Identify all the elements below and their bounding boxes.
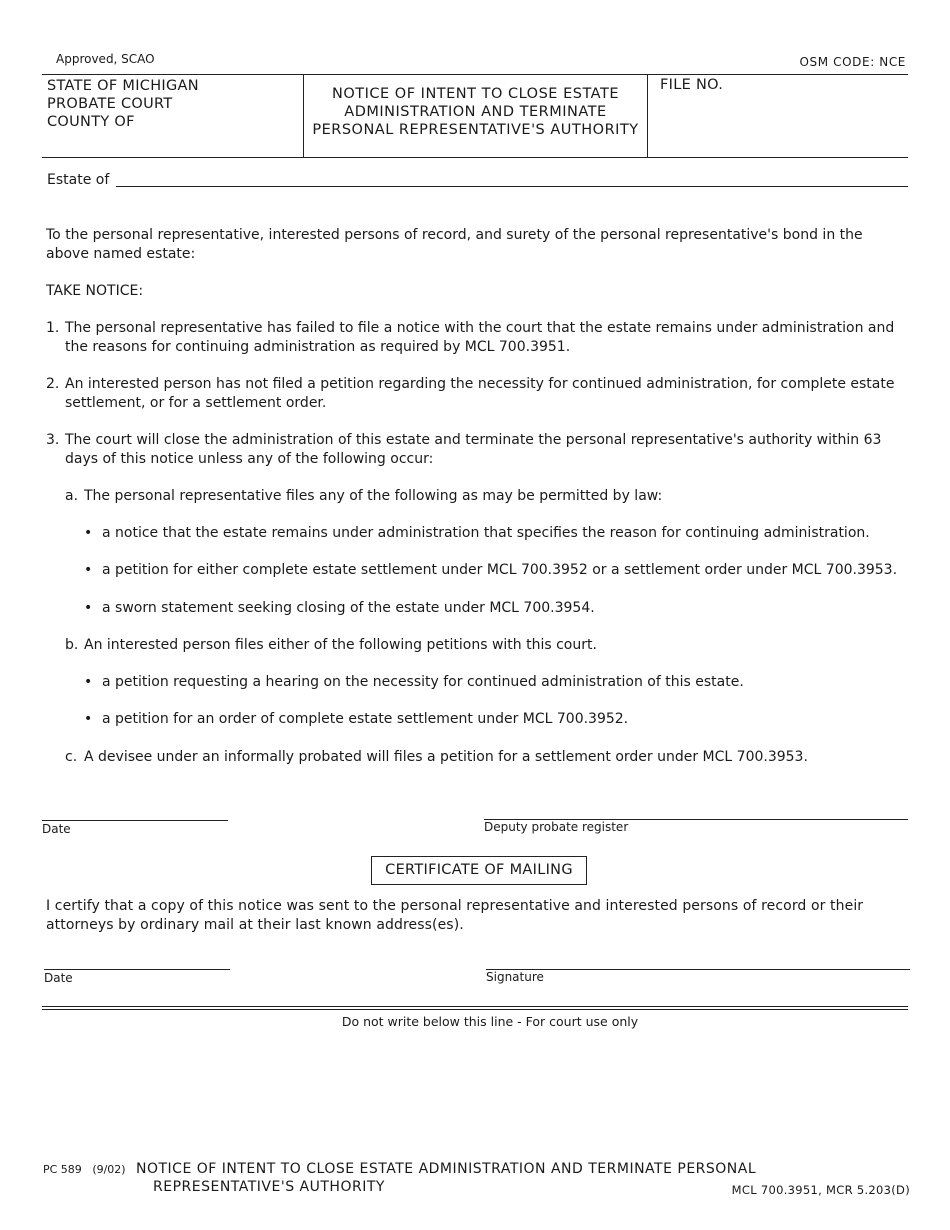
list-item: • a petition for an order of complete estate settlement under MCL 700.3952. bbox=[84, 711, 629, 727]
date-line bbox=[42, 820, 228, 821]
court-state: STATE OF MICHIGAN bbox=[47, 78, 199, 94]
file-no-label: FILE NO. bbox=[660, 77, 724, 93]
list-item: • a notice that the estate remains under administration that specifies the reason for continuing administration. bbox=[84, 525, 870, 541]
sub-item-b: b. An interested person files either of the following petitions with this court. bbox=[65, 637, 597, 653]
list-item: • a sworn statement seeking closing of the estate under MCL 700.3954. bbox=[84, 600, 595, 616]
certificate-title: CERTIFICATE OF MAILING bbox=[371, 856, 587, 885]
court-county: COUNTY OF bbox=[47, 114, 135, 130]
list-item: • a petition requesting a hearing on the necessity for continued administration of this estate. bbox=[84, 674, 744, 690]
certificate-date-field[interactable] bbox=[44, 949, 230, 969]
list-item: • a petition for either complete estate settlement under MCL 700.3952 or a settlement order under MCL 700.3953. bbox=[84, 562, 898, 578]
osm-code: OSM CODE: NCE bbox=[799, 55, 906, 69]
certificate-signature-label: Signature bbox=[486, 970, 544, 984]
estate-underline bbox=[116, 186, 908, 187]
court-use-rule-top bbox=[42, 1006, 908, 1007]
form-title: NOTICE OF INTENT TO CLOSE ESTATE ADMINISTRATION AND TERMINATE PERSONAL REPRESENTATIVE'S AUTHORITY bbox=[312, 86, 639, 138]
certificate-date-line bbox=[44, 969, 230, 970]
sub-item-c: c. A devisee under an informally probated will files a petition for a settlement order under MCL 700.3953. bbox=[65, 749, 808, 765]
notice-item-2: 2. An interested person has not filed a petition regarding the necessity for continued administration, for complete estate settlement, or for a settlement order. bbox=[46, 376, 895, 411]
footer-citation: MCL 700.3951, MCR 5.203(D) bbox=[731, 1183, 910, 1197]
certificate-date-label: Date bbox=[44, 971, 73, 985]
court-info bbox=[47, 77, 199, 131]
header-divider-2 bbox=[647, 74, 648, 157]
notice-item-1: 1. The personal representative has failed to file a notice with the court that the estate remains under administration and the reasons for continuing administration as required by MCL 700.3951. bbox=[46, 320, 895, 355]
approval-note: Approved, SCAO bbox=[56, 52, 155, 66]
footer-title: NOTICE OF INTENT TO CLOSE ESTATE ADMINISTRATION AND TERMINATE PERSONAL REPRESENTATIVE'S AUTHORITY bbox=[136, 1161, 757, 1195]
court-use-note: Do not write below this line - For court use only bbox=[341, 1014, 639, 1029]
register-signature-field[interactable] bbox=[484, 800, 908, 819]
date-field[interactable] bbox=[42, 800, 228, 820]
certificate-signature-line bbox=[486, 969, 910, 970]
header-top-rule bbox=[42, 74, 908, 75]
estate-label: Estate of bbox=[47, 172, 110, 188]
header-bottom-rule bbox=[42, 157, 908, 158]
form-number: PC 589 (9/02) bbox=[43, 1163, 126, 1176]
register-label: Deputy probate register bbox=[484, 820, 629, 834]
notice-item-3: 3. The court will close the administration of this estate and terminate the personal representative's authority within 63 days of this notice unless any of the following occur: bbox=[46, 432, 882, 467]
intro-text: To the personal representative, interested persons of record, and surety of the personal representative's bond in the above named estate: bbox=[46, 227, 863, 262]
sub-item-a: a. The personal representative files any of the following as may be permitted by law: bbox=[65, 488, 663, 504]
date-label: Date bbox=[42, 822, 71, 836]
court-name: PROBATE COURT bbox=[47, 96, 173, 112]
estate-name-field[interactable] bbox=[120, 171, 906, 187]
court-use-rule-bottom bbox=[42, 1009, 908, 1010]
file-no-field[interactable] bbox=[740, 76, 905, 146]
take-notice-heading: TAKE NOTICE: bbox=[46, 283, 144, 299]
certificate-signature-field[interactable] bbox=[486, 949, 910, 969]
certificate-text: I certify that a copy of this notice was sent to the personal representative and interested persons of record or their attorneys by ordinary mail at their last known address(es). bbox=[46, 898, 864, 933]
